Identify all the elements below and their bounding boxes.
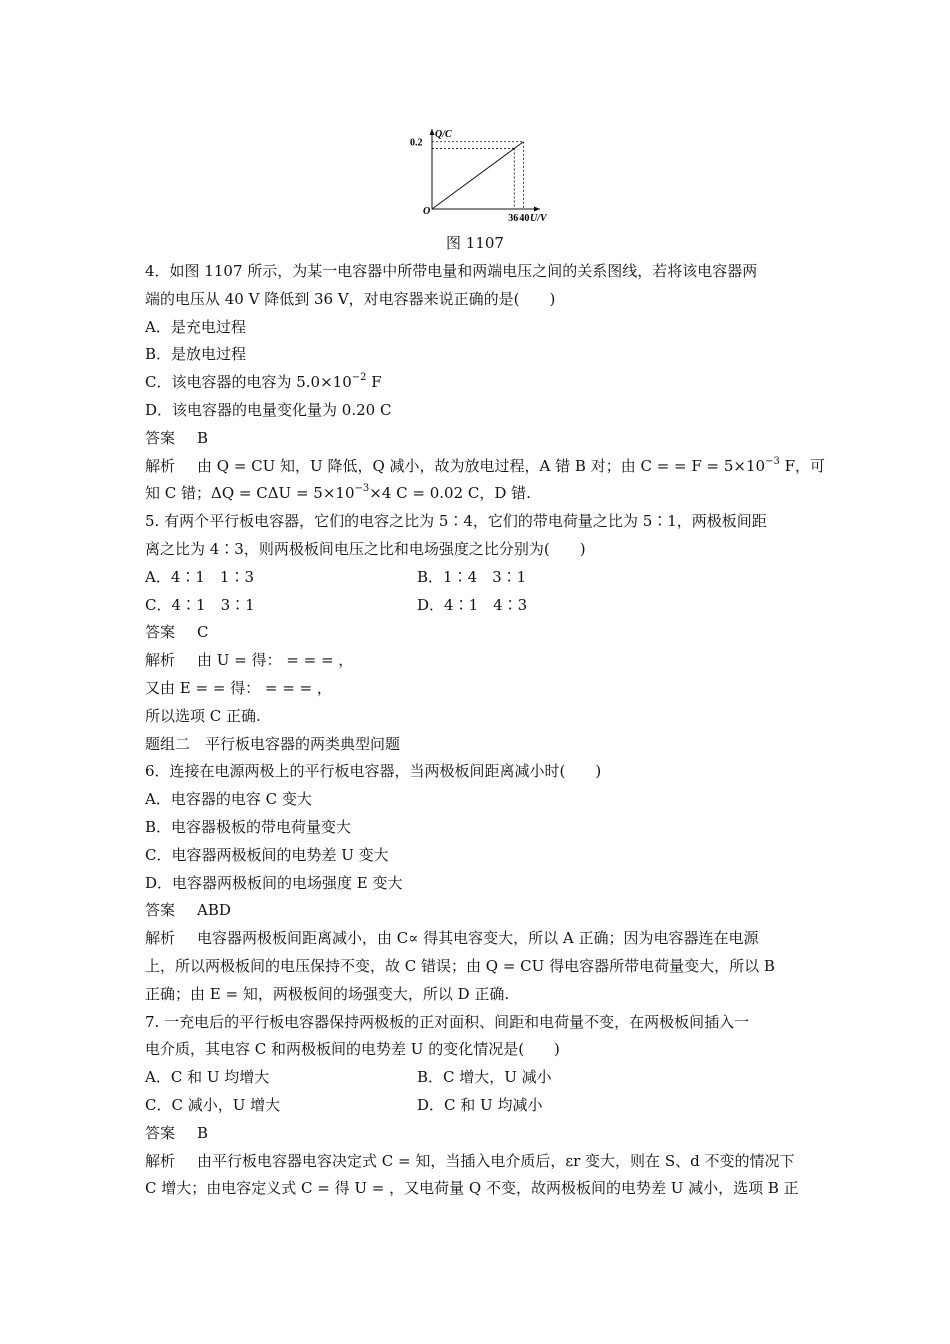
q7-analysis-text1: 由平行板电容器电容决定式 C = 知，当插入电介质后，εr 变大，则在 S、d 不变的情况下 [197,1151,795,1170]
answer-label: 答案 [145,428,176,447]
origin-label: O [423,206,431,217]
analysis-label: 解析 [145,651,176,670]
answer-label: 答案 [145,623,176,642]
q5-answer [145,619,810,647]
q4-analysis-text2a: 知 C 错；ΔQ = CΔU = 5×10 [145,484,355,503]
q7-analysis-line2: C 增大；由电容定义式 C = 得 U = ，又电荷量 Q 不变，故两极板间的电势差 U 减小，选项 B 正 [145,1179,799,1198]
q5-option-a: A．4∶1 1∶3 [145,567,255,586]
q7-options-ab [145,1064,810,1092]
q4-answer [145,425,810,453]
q7-option-c: C．C 减小，U 增大 [145,1095,281,1114]
q-u-graph [408,125,568,225]
q6-analysis-text1: 电容器两极板间距离减小，由 C∝ 得其电容变大，所以 A 正确；因为电容器连在电源 [197,929,759,948]
q5-options-cd [145,592,810,620]
q7-stem-line2: 电介质，其电容 C 和两极板间的电势差 U 的变化情况是( ) [145,1040,560,1059]
q6-analysis-line2: 上，所以两极板间的电压保持不变，故 C 错误；由 Q = CU 得电容器所带电荷量变大，所以 B [145,956,775,975]
q7-option-a: A．C 和 U 均增大 [145,1068,270,1087]
q4-option-d: D．该电容器的电量变化量为 0.20 C [145,400,392,419]
q6-option-b: B．电容器极板的带电荷量变大 [145,817,352,836]
q5-stem-line2: 离之比为 4∶3，则两极板间电压之比和电场强度之比分别为( ) [145,539,586,558]
q6-analysis-line3: 正确；由 E = 知，两极板间的场强变大，所以 D 正确. [145,984,510,1003]
q4-analysis-text2b: ×4 C = 0.02 C，D 错. [369,484,531,503]
q-u-chart [408,125,548,225]
q4-option-c-text: C．该电容器的电容为 5.0×10 [145,373,352,392]
analysis-label: 解析 [145,456,176,475]
q4-analysis-line1 [145,453,826,481]
q5-option-d: D．4∶1 4∶3 [417,595,528,614]
q6-stem: 6．连接在电源两极上的平行板电容器，当两极板间距离减小时( ) [145,762,602,781]
x-tick-label: 36 [508,213,519,224]
q5-answer-value: C [197,623,209,642]
q4-stem-line2: 端的电压从 40 V 降低到 36 V，对电容器来说正确的是( ) [145,289,556,308]
q4-analysis-line2 [145,480,810,508]
x-axis-label: U/V [530,213,547,224]
q7-options-cd [145,1092,810,1120]
q7-stem-line1: 7. 一充电后的平行板电容器保持两极板的正对面积、间距和电荷量不变，在两极板间插入一 [145,1012,750,1031]
q6-answer-value: ABD [197,901,231,920]
analysis-label: 解析 [145,929,176,948]
q5-option-b: B．1∶4 3∶1 [417,567,527,586]
y-tick-label: 0.2 [410,137,423,149]
q4-analysis-text1: 由 Q = CU 知，U 降低，Q 减小，故为放电过程，A 错 B 对；由 C = = F = 5×10 [197,456,766,475]
document-body [145,258,826,1203]
figure-caption: 图 1107 [446,234,504,252]
q5-stem-line1: 5. 有两个平行板电容器，它们的电容之比为 5∶4，它们的带电荷量之比为 5∶1，两极板间距 [145,512,767,531]
y-axis-label: Q/C [435,129,452,140]
q6-option-a: A．电容器的电容 C 变大 [145,790,312,809]
analysis-label: 解析 [145,1151,176,1170]
q4-option-c-exponent: −2 [351,372,367,384]
q5-analysis-line3: 所以选项 C 正确. [145,706,261,725]
section-heading: 题组二 平行板电容器的两类典型问题 [145,734,401,753]
q4-analysis-exponent2: −3 [354,483,370,495]
q7-answer-value: B [197,1123,209,1142]
q6-option-c: C．电容器两极板间的电势差 U 变大 [145,845,389,864]
q4-option-c-unit: F [366,373,382,392]
q5-analysis-line2: 又由 E = = 得： = = = ， [145,678,332,697]
q4-option-a: A．是充电过程 [145,317,246,336]
answer-label: 答案 [145,901,176,920]
q6-analysis-line1 [145,925,810,953]
q6-answer [145,897,810,925]
y-axis-arrow [430,129,435,135]
q7-option-d: D．C 和 U 均减小 [417,1095,543,1114]
q-u-line [432,142,523,209]
x-tick-label: 40 [519,213,530,224]
q6-option-d: D．电容器两极板间的电场强度 E 变大 [145,873,403,892]
q4-analysis-text1-end: F，可 [779,456,826,475]
q7-analysis-line1 [145,1148,810,1176]
x-axis-arrow [534,207,540,212]
q4-analysis-exponent1: −3 [765,455,780,467]
q4-option-c [145,369,810,397]
q5-option-c: C．4∶1 3∶1 [145,595,255,614]
q7-answer [145,1120,810,1148]
q5-analysis-text1: 由 U = 得： = = = ， [197,651,354,670]
q4-answer-value: B [197,428,209,447]
q5-options-ab [145,564,810,592]
q4-stem-line1: 4．如图 1107 所示，为某一电容器中所带电量和两端电压之间的关系图线，若将该电容器两 [145,262,758,280]
q5-analysis-line1 [145,647,810,675]
q4-option-b: B．是放电过程 [145,345,247,364]
answer-label: 答案 [145,1123,176,1142]
q7-option-b: B．C 增大，U 减小 [417,1068,552,1087]
